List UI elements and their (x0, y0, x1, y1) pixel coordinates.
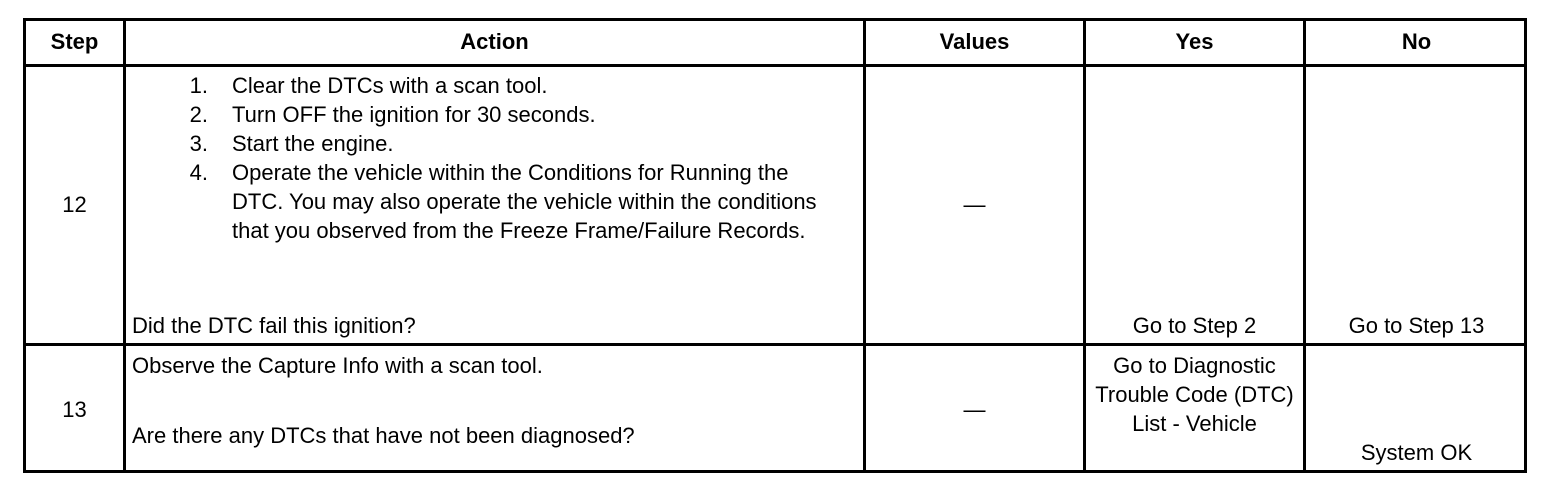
list-item: 3. Start the engine. (189, 131, 394, 156)
action-list (129, 71, 829, 245)
header-values: Values (939, 29, 1010, 54)
header-step: Step (50, 29, 99, 54)
row-divider (26, 64, 1524, 67)
no-cell: Go to Step 13 (1348, 313, 1485, 338)
question-text: Did the DTC fail this ignition? (132, 313, 416, 338)
header-no: No (1401, 29, 1432, 54)
step-number: 12 (62, 192, 87, 217)
values-cell: — (963, 397, 986, 422)
action-text: Observe the Capture Info with a scan tool. (132, 353, 543, 378)
column-divider (123, 21, 126, 470)
question-text: Are there any DTCs that have not been diagnosed? (132, 423, 635, 448)
list-item: 4. Operate the vehicle within the Conditions for Running the DTC. You may also operate the vehicle within the conditions that you observed from the Freeze Frame/Failure Records. (189, 160, 817, 243)
column-divider (1083, 21, 1086, 470)
yes-cell: Go to Step 2 (1132, 313, 1257, 338)
header-action: Action (460, 29, 529, 54)
row-divider (26, 343, 1524, 346)
column-divider (1303, 21, 1306, 470)
list-item: 2. Turn OFF the ignition for 30 seconds. (189, 102, 596, 127)
yes-cell: Go to Diagnostic Trouble Code (DTC) List - Vehicle (1095, 353, 1294, 436)
list-item: 1. Clear the DTCs with a scan tool. (189, 73, 548, 98)
step-number: 13 (62, 397, 87, 422)
diagnostic-table (23, 18, 1527, 473)
no-cell: System OK (1360, 440, 1473, 465)
values-cell: — (963, 192, 986, 217)
action-cell (129, 71, 829, 245)
header-yes: Yes (1175, 29, 1214, 54)
